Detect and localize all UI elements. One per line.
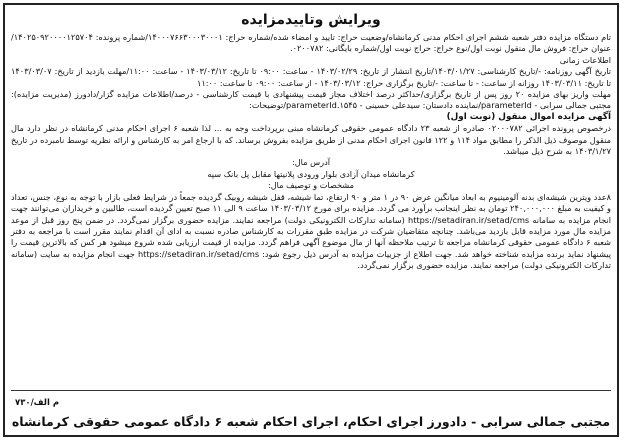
notice-frame — [3, 3, 619, 437]
notice-title: ویرایش وتاییدمزایده — [241, 12, 381, 28]
intro-paragraph: تام دستگاه مزایده دفتر شعبه ششم اجرای احکام مدنی کرمانشاه/وضعیت حراج: تایید و امضاء شده/شماره حراج: ۱۴۰۰۰۷۶۶۳۰۰۰۳۰۰۰۱/شماره پرونده: ۱۴۰۲۵۰۹۲۰۰۰۰۱۲۵۷۰۴/عنوان حراج: فروش مال منقول نوبت اول/نوع حراج: حراج نوبت اول/شماره بایگانی: ۰۲۰۰۷۸۲. — [11, 32, 611, 54]
specs-body: ۸عدد ویترین شیشه‌ای بدنه آلومینیوم به ابعاد میانگین عرض ۹۰ در ۱ متر و ۹۰ ارتفاع، تما شیشه، قفل شیشه روبیک گردیده جمعاً در شرایط فعلی بازار با توجه به نوع، جنس، تعداد و کیفیت به مبلغ ۲۴۰,۰۰۰,۰۰۰ تومان به نظر اینجانب برآورد می گردد. مزایده برای مورخ ۱۴۰۳/۰۳/۱۲ ساعت ۹ الی ۱۱ صبح تعیین گردیده است، طالبین و خریداران می‌توانند جهت انجام مزایده به سامانه https://setadiran.ir/setad/cms (سامانه تدارکات الکترونیکی دولت) مراجعه نمایند. مزایده حضوری برگزار نمی‌گردد. در ضمن پنج روز قبل از موعد مزایده مال مورد مزایده قابل بازدید می‌باشد. چنانچه متقاضیان شرکت در مزایده طبق مقررات به کارشناس صادره نسبت به ادای آن اقدام نمایند مقرر است با مراجعه به دفتر شعبه ۶ دادگاه عمومی حقوقی کرمانشاه مراجعه تا ترتیب ملاحظه آنها از مال موضوع آگهی فراهم گردد. مزایده از قیمت ارزیابی شده شروع میشود هر کس که بالاترین قیمت را پیشنهاد نماید برنده مزایده شناخته خواهد شد. جهت اطلاع از جزییات مزایده به آدرس ذیل رجوع شود: https://setadiran.ir/setad/cms جهت انجام مزایده به سایت (سامانه تدارکات الکترونیکی دولت) مراجعه نمایند. مزایده حضوری برگزار نمی‌گردد. — [11, 191, 611, 271]
deadline-paragraph: مهلت واریز بهای مزایده ۲۰ روز پس از تاریخ برگزاری/حداکثر درصد اختلاف مجاز قیمت پیشنهادی با قیمت کارشناسی - درصد/اطلاعات مزایده گزار/دادورز (مدیریت مزایده): مجتبی جمالی سرابی - parameterId/نماینده دادستان: سیدعلی حسینی - parameterId.۱۵۴۵/توضیحات: — [11, 89, 611, 111]
notice-content — [5, 32, 617, 272]
address-value: کرمانشاه میدان آزادی بلوار ورودی پلانیتها مقابل پل بانک سپه — [207, 168, 415, 179]
signature-line: مجتبی جمالی سرابی - دادورز اجرای احکام، اجرای احکام شعبه ۶ دادگاه عمومی حقوقی کرمانشاه — [11, 414, 611, 429]
notice-body: درخصوص پرونده اجرائی ۰۲۰۰۰۷۸۲ صادره از شعبه ۲۳ دادگاه عمومی حقوقی کرمانشاه مبنی برپرداخت وجه به ... لذا شعبه ۶ اجرای احکام مدنی کرمانشاه در نظر دارد مال منقول موصوف ذیل الذکر را مطابق مواد ۱۱۴ و ۱۲۲ قانون اجرای احکام مدنی از طریق مزایده بفروش برساند. که با ارجاع امر به کارشناس و ارائه نظریه توسط نامبرده در تاریخ ۱۴۰۳/۱/۲۷ به شرح ذیل میباشد. — [11, 123, 611, 157]
notice-heading: آگهی مزایده اموال منقول (نوبت اول) — [446, 111, 611, 122]
tracking-code: م الف/۷۳۰ — [15, 398, 60, 408]
footer-divider — [11, 390, 611, 391]
address-label: آدرس مال: — [291, 157, 331, 168]
specs-label: مشخصات و توصیف مال: — [267, 180, 355, 191]
time-info-label: اطلاعات زمانی — [559, 54, 611, 65]
time-info-paragraph: تاریخ آگهی روزنامه: -/تاریخ کارشناسی: ۱۴۰۳/۰۱/۲۷/تاریخ انتشار از تاریخ: ۱۴۰۳/۰۲/۲۹ - ساعت: ۰۹:۰۰ تا تاریخ: ۱۴۰۳/۰۳/۱۲ - ساعت: ۱۱:۰۰/مهلت بازدید از تاریخ: ۱۴۰۳/۰۳/۰۷ تا تاریخ: ۱۴۰۳/۰۳/۱۱ روزانه از ساعت: - تا ساعت: -/تاریخ برگزاری حراج: ۱۴۰۳/۰۳/۱۲ - از ساعت: ۰۹:۰۰ تا ساعت: ۱۱:۰۰ — [11, 66, 611, 88]
